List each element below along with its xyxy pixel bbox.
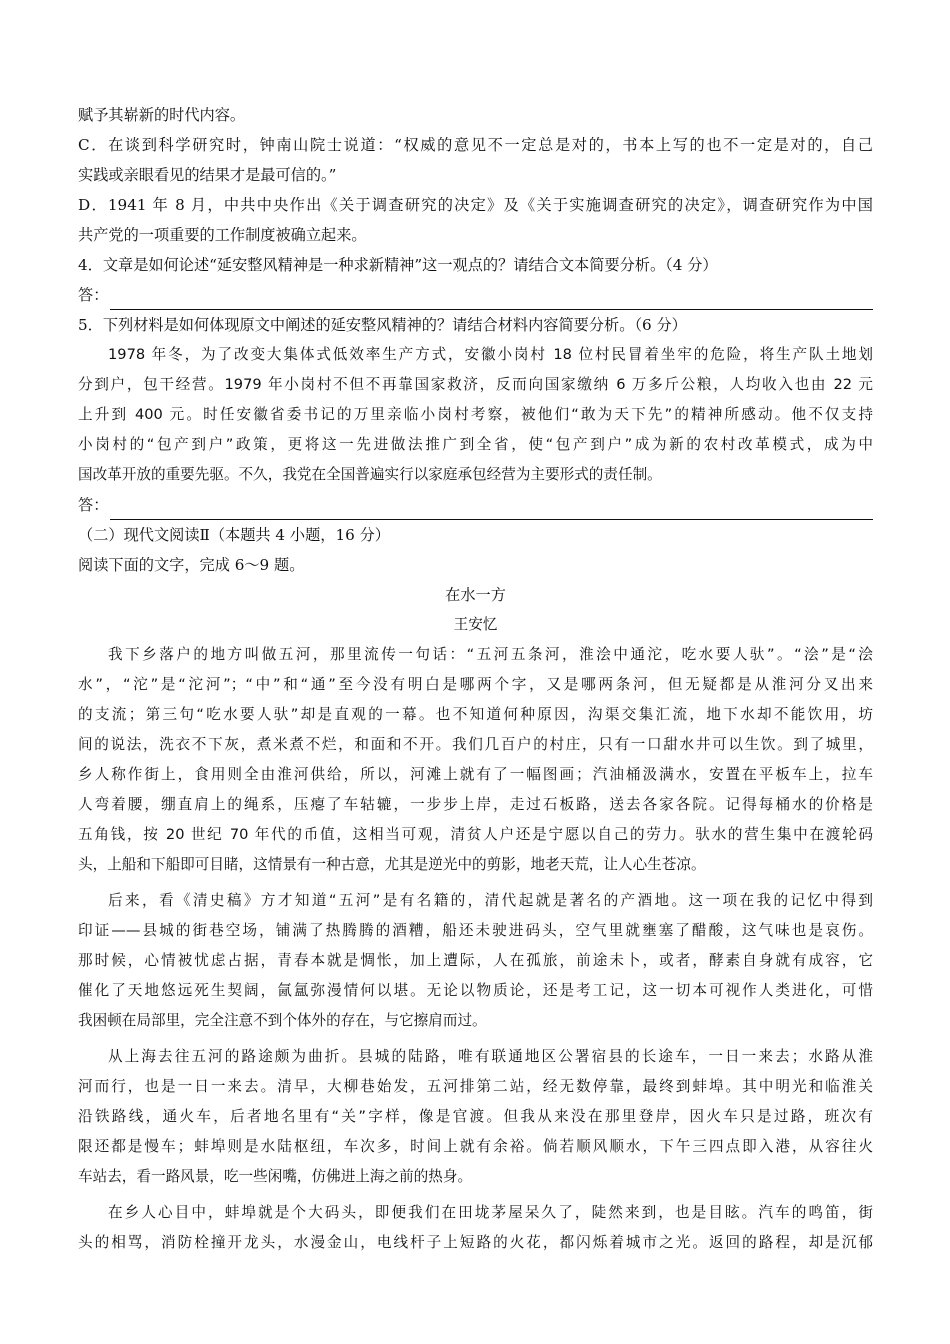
exam-page bbox=[78, 100, 873, 1258]
section-heading: （二）现代文阅读Ⅱ（本题共 4 小题，16 分） bbox=[78, 526, 390, 544]
q3-option-c-line-2: 实践或亲眼看见的结果才是最可信的。” bbox=[78, 166, 337, 184]
material-line: 国改革开放的重要先驱。不久，我党在全国普遍实行以家庭承包经营为主要形式的责任制。 bbox=[78, 466, 662, 483]
answer-rule[interactable] bbox=[110, 287, 873, 310]
paragraph-4 bbox=[78, 1198, 873, 1258]
passage-author: 王安忆 bbox=[453, 616, 498, 633]
passage-line: 催化了天地悠远死生契阔，氤氲弥漫情何以堪。无论以物质论，还是考工记，这一切本可视作人类进化，可惜 bbox=[78, 982, 873, 999]
passage-line: 的支流；第三句“吃水要人驮”却是直观的一幕。也不知道何种原因，沟渠交集汇流，地下水却不能饮用，坊 bbox=[78, 706, 873, 723]
passage-line: 五角钱，按 20 世纪 70 年代的币值，这相当可观，清贫人户还是宁愿以自己的劳力。驮水的营生集中在渡轮码 bbox=[78, 826, 873, 843]
material-line: 小岗村的“包产到户”政策，更将这一先进做法推广到全省，使“包产到户”成为新的农村改革模式，成为中 bbox=[78, 436, 873, 453]
passage-line: 沿铁路线，通火车，后者地名里有“关”字样，像是官渡。但我从来没在那里登岸，因火车只是过路，班次有 bbox=[78, 1108, 873, 1125]
answer-line-q4[interactable] bbox=[78, 280, 873, 310]
q3-option-d-line-2: 共产党的一项重要的工作制度被确立起来。 bbox=[78, 226, 367, 244]
passage-line: 从上海去往五河的路途颇为曲折。县城的陆路，唯有联通地区公署宿县的长途车，一日一来去；水路从淮 bbox=[108, 1048, 873, 1065]
passage-line: 人弯着腰，绷直肩上的绳系，压瘪了车轱辘，一步步上岸，走过石板路，送去各家各院。记得每桶水的价格是 bbox=[78, 796, 873, 813]
answer-rule[interactable] bbox=[110, 497, 873, 520]
passage-line: 间的说法，洗衣不下灰，煮米煮不烂，和面和不开。我们几百户的村庄，只有一口甜水井可以生饮。到了城里， bbox=[78, 736, 873, 753]
passage-line: 车站去，看一路风景，吃一些闲嘴，仿佛进上海之前的热身。 bbox=[78, 1168, 473, 1185]
paragraph-2 bbox=[78, 886, 873, 1036]
material-line: 分到户，包干经营。1979 年小岗村不但不再靠国家救济，反而向国家缴纳 6 万多斤公粮，人均收入也由 22 元 bbox=[78, 376, 873, 393]
passage-line: 在乡人心目中，蚌埠就是个大码头，即便我们在田垅茅屋呆久了，陡然来到，也是目眩。汽车的鸣笛，街 bbox=[108, 1204, 873, 1221]
material-line: 1978 年冬，为了改变大集体式低效率生产方式，安徽小岗村 18 位村民冒着坐牢的危险，将生产队土地划 bbox=[108, 346, 873, 363]
passage-line: 头的相骂，消防栓撞开龙头，水漫金山，电线杆子上短路的火花，都闪烁着城市之光。返回的路程，却是沉郁 bbox=[78, 1234, 873, 1251]
passage-line: 限还都是慢车；蚌埠则是水陆枢纽，车次多，时间上就有余裕。倘若顺风顺水，下午三四点即入港，从容往火 bbox=[78, 1138, 873, 1155]
passage-line: 河而行，也是一日一来去。清早，大柳巷始发，五河排第二站，经无数停靠，最终到蚌埠。其中明光和临淮关 bbox=[78, 1078, 873, 1095]
paragraph-3 bbox=[78, 1042, 873, 1192]
q3-option-c-line-1: C．在谈到科学研究时，钟南山院士说道：“权威的意见不一定总是对的，书本上写的也不一定是对的，自己 bbox=[78, 136, 873, 154]
question-4: 4．文章是如何论述“延安整风精神是一种求新精神”这一观点的？请结合文本简要分析。（4 分） bbox=[78, 256, 718, 274]
passage-line: 乡人称作街上，食用则全由淮河供给，所以，河滩上就有了一幅图画；汽油桶汲满水，安置在平板车上，拉车 bbox=[78, 766, 873, 783]
section-instruction: 阅读下面的文字，完成 6～9 题。 bbox=[78, 556, 305, 574]
answer-line-q5[interactable] bbox=[78, 490, 873, 520]
passage-line: 水”，“沱”是“沱河”；“中”和“通”至今没有明白是哪两个字，又是哪两条河，但无疑都是从淮河分叉出来 bbox=[78, 676, 873, 693]
passage-body bbox=[78, 640, 873, 1258]
q3-tail: 赋予其崭新的时代内容。 bbox=[78, 106, 246, 124]
passage-title: 在水一方 bbox=[445, 586, 506, 604]
material-line: 上升到 400 元。时任安徽省委书记的万里亲临小岗村考察，被他们“敢为天下先”的精神所感动。他不仅支持 bbox=[78, 406, 873, 423]
q3-option-d-line-1: D．1941 年 8 月，中共中央作出《关于调查研究的决定》及《关于实施调查研究的决定》，调查研究作为中国 bbox=[78, 196, 873, 214]
question-5: 5．下列材料是如何体现原文中阐述的延安整风精神的？请结合材料内容简要分析。（6 分） bbox=[78, 316, 687, 334]
passage-line: 那时候，心情被忧虑占据，青春本就是惆怅，加上遭际，人在孤旅，前途未卜，或者，酵素自身就有成容，它 bbox=[78, 952, 873, 969]
q5-material bbox=[78, 340, 873, 490]
answer-label: 答： bbox=[78, 496, 109, 514]
passage-line: 后来，看《清史稿》方才知道“五河”是有名籍的，清代起就是著名的产酒地。这一项在我的记忆中得到 bbox=[108, 892, 873, 909]
passage-line: 我下乡落户的地方叫做五河，那里流传一句话：“五河五条河，淮浍中通沱，吃水要人驮”。“浍”是“浍 bbox=[108, 646, 873, 663]
passage-line: 印证——县城的街巷空场，铺满了热腾腾的酒糟，船还未驶进码头，空气里就壅塞了醋酸，这气味也是哀伤。 bbox=[78, 922, 873, 939]
paragraph-1 bbox=[78, 640, 873, 880]
answer-label: 答： bbox=[78, 286, 109, 304]
passage-line: 我困顿在局部里，完全注意不到个体外的存在，与它擦肩而过。 bbox=[78, 1012, 487, 1029]
passage-line: 头，上船和下船即可目睹，这情景有一种古意，尤其是逆光中的剪影，地老天荒，让人心生苍凉。 bbox=[78, 856, 706, 873]
